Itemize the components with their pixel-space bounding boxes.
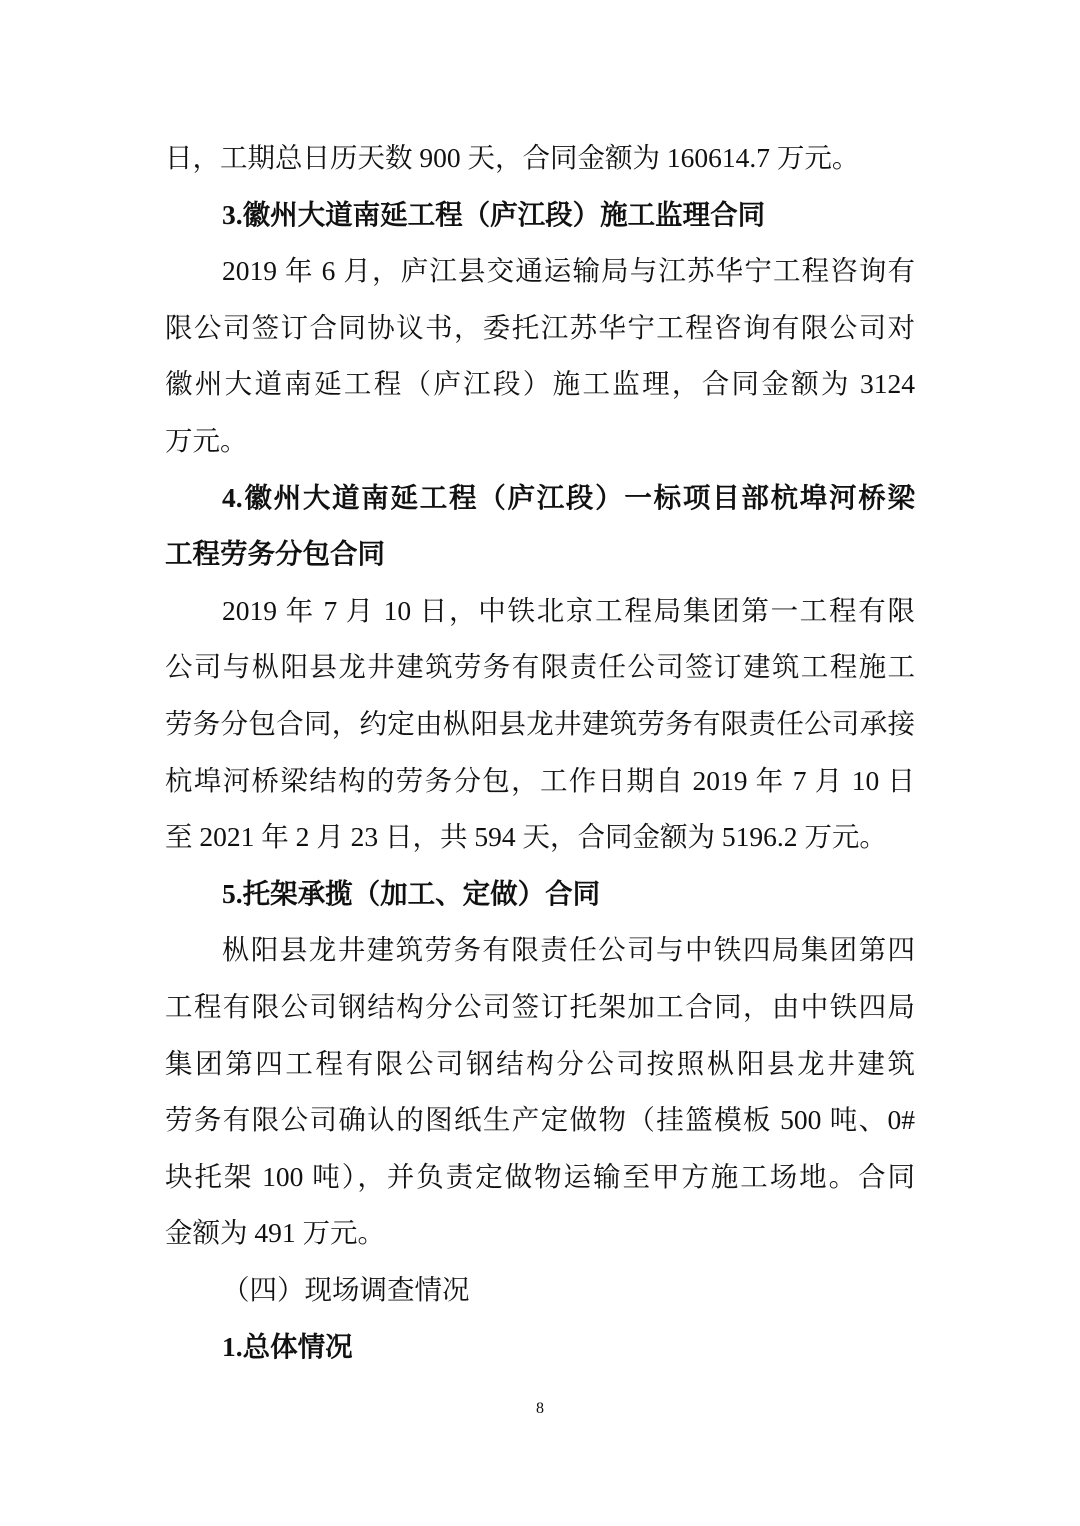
paragraph-line: 金额为 491 万元。: [165, 1217, 385, 1249]
section-heading: 1.总体情况: [222, 1330, 353, 1362]
paragraph-line: 劳务分包合同，约定由枞阳县龙井建筑劳务有限责任公司承接: [165, 708, 915, 739]
paragraph-line: 公司与枞阳县龙井建筑劳务有限责任公司签订建筑工程施工: [165, 651, 915, 683]
paragraph-line: 杭埠河桥梁结构的劳务分包，工作日期自 2019 年 7 月 10 日: [165, 764, 915, 796]
section-title: （四）现场调查情况: [222, 1274, 470, 1305]
paragraph-line: 日，工期总日历天数 900 天，合同金额为 160614.7 万元。: [165, 142, 860, 173]
paragraph-line: 2019 年 7 月 10 日，中铁北京工程局集团第一工程有限: [222, 594, 915, 626]
section-heading: 工程劳务分包合同: [165, 538, 385, 570]
paragraph-line: 徽州大道南延工程（庐江段）施工监理，合同金额为 3124: [165, 368, 915, 400]
section-heading: 4.徽州大道南延工程（庐江段）一标项目部杭埠河桥梁: [222, 481, 915, 513]
paragraph-line: 限公司签订合同协议书，委托江苏华宁工程咨询有限公司对: [165, 311, 915, 343]
paragraph-line: 枞阳县龙井建筑劳务有限责任公司与中铁四局集团第四: [222, 934, 915, 966]
paragraph-line: 至 2021 年 2 月 23 日，共 594 天，合同金额为 5196.2 万元。: [165, 821, 887, 853]
paragraph-line: 工程有限公司钢结构分公司签订托架加工合同，由中铁四局: [165, 991, 915, 1022]
paragraph-line: 2019 年 6 月，庐江县交通运输局与江苏华宁工程咨询有: [222, 255, 915, 287]
paragraph-line: 劳务有限公司确认的图纸生产定做物（挂篮模板 500 吨、0#: [165, 1104, 915, 1136]
section-heading: 5.托架承揽（加工、定做）合同: [222, 877, 601, 909]
page-number: 8: [536, 1400, 544, 1417]
paragraph-line: 集团第四工程有限公司钢结构分公司按照枞阳县龙井建筑: [165, 1047, 915, 1079]
section-heading: 3.徽州大道南延工程（庐江段）施工监理合同: [222, 198, 766, 230]
paragraph-line: 块托架 100 吨），并负责定做物运输至甲方施工场地。合同: [165, 1160, 915, 1192]
paragraph-line: 万元。: [165, 425, 248, 456]
